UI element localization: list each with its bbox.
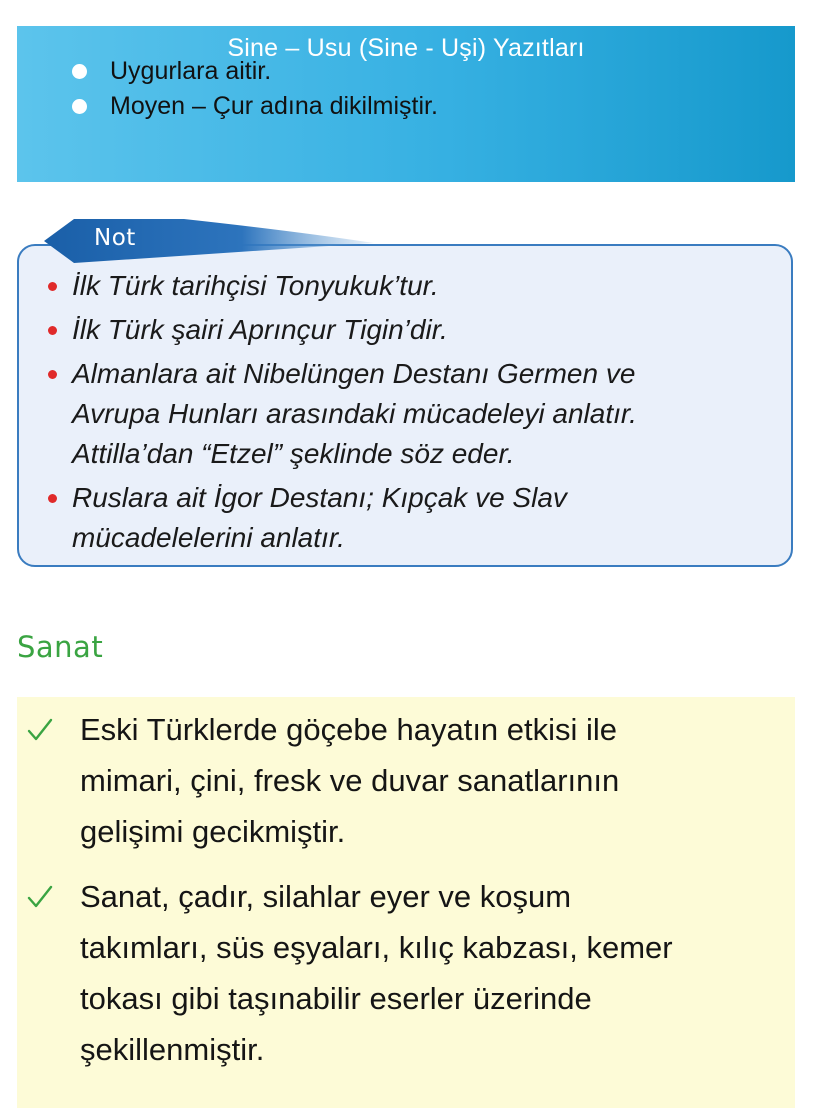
sine-usu-item-text: Moyen – Çur adına dikilmiştir. (110, 92, 438, 120)
red-bullet-icon (48, 282, 57, 291)
red-bullet-icon (48, 370, 57, 379)
sanat-line: mimari, çini, fresk ve duvar sanatlarının (80, 763, 620, 798)
note-line: mücadelelerini anlatır. (72, 522, 345, 553)
note-item (48, 266, 637, 306)
sine-usu-item (72, 89, 438, 124)
sanat-line: tokası gibi taşınabilir eserler üzerinde (80, 981, 592, 1016)
red-bullet-icon (48, 326, 57, 335)
white-bullet-icon (72, 64, 87, 79)
sanat-line: takımları, süs eşyaları, kılıç kabzası, kemer (80, 930, 673, 965)
sine-usu-item-text: Uygurlara aitir. (110, 57, 272, 85)
note-list (48, 266, 637, 558)
note-line: İlk Türk şairi Aprınçur Tigin’dir. (72, 314, 448, 345)
sanat-item (13, 704, 673, 857)
white-bullet-icon (72, 99, 87, 114)
sanat-line: şekillenmiştir. (80, 1032, 265, 1067)
check-icon (27, 718, 53, 742)
sanat-line: Eski Türklerde göçebe hayatın etkisi ile (80, 712, 618, 747)
note-line: İlk Türk tarihçisi Tonyukuk’tur. (72, 270, 439, 301)
sanat-line: Sanat, çadır, silahlar eyer ve koşum (80, 879, 572, 914)
note-item (48, 310, 637, 350)
note-tag-label: Not (94, 225, 136, 251)
sine-usu-title: Sine – Usu (Sine - Uşi) Yazıtları (227, 34, 585, 62)
sanat-list (13, 704, 673, 1075)
check-icon (27, 885, 53, 909)
note-line: Avrupa Hunları arasındaki mücadeleyi anlatır. (72, 398, 637, 429)
note-line: Ruslara ait İgor Destanı; Kıpçak ve Slav (72, 482, 567, 513)
note-line: Almanlara ait Nibelüngen Destanı Germen ve (72, 358, 636, 389)
sine-usu-item (72, 54, 438, 89)
note-item (48, 354, 637, 474)
sine-usu-list (72, 54, 438, 124)
note-line: Attilla’dan “Etzel” şeklinde söz eder. (72, 438, 515, 469)
sanat-line: gelişimi gecikmiştir. (80, 814, 346, 849)
note-tag (44, 217, 374, 265)
sanat-heading: Sanat (17, 630, 104, 664)
sanat-item (13, 871, 673, 1075)
red-bullet-icon (48, 494, 57, 503)
note-item (48, 478, 637, 558)
